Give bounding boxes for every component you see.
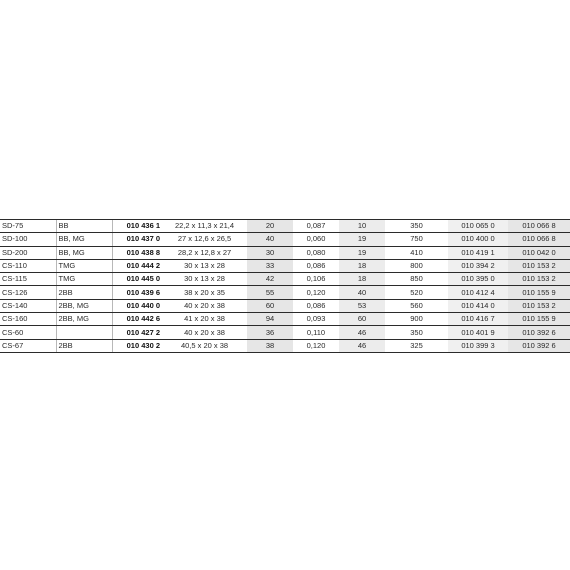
cell-model: CS-140 [0,299,56,312]
cell-model: CS-160 [0,313,56,326]
cell-dimensions: 28,2 x 12,8 x 27 [162,246,247,259]
cell-article-number: 010 445 0 [112,273,162,286]
cell-model: CS-126 [0,286,56,299]
cell-value-c: 18 [339,273,385,286]
cell-dimensions: 27 x 12,6 x 26,5 [162,233,247,246]
cell-value-a: 94 [247,313,293,326]
cell-ref-a: 010 412 4 [448,286,508,299]
cell-ref-a: 010 419 1 [448,246,508,259]
cell-value-a: 30 [247,246,293,259]
cell-ref-a: 010 394 2 [448,259,508,272]
cell-article-number: 010 438 8 [112,246,162,259]
table-row [0,246,570,259]
cell-model: CS-60 [0,326,56,339]
cell-value-b: 0,120 [293,339,339,352]
cell-value-d: 520 [385,286,448,299]
cell-ref-b: 010 153 2 [508,273,570,286]
cell-value-b: 0,120 [293,286,339,299]
cell-article-number: 010 440 0 [112,299,162,312]
cell-ref-a: 010 414 0 [448,299,508,312]
cell-features: BB, MG [56,246,112,259]
cell-article-number: 010 439 6 [112,286,162,299]
table-row [0,233,570,246]
cell-value-a: 40 [247,233,293,246]
cell-ref-b: 010 155 9 [508,286,570,299]
cell-ref-a: 010 395 0 [448,273,508,286]
table-row [0,299,570,312]
cell-ref-b: 010 066 8 [508,220,570,233]
cell-value-b: 0,087 [293,220,339,233]
cell-ref-a: 010 401 9 [448,326,508,339]
cell-article-number: 010 427 2 [112,326,162,339]
cell-value-d: 800 [385,259,448,272]
cell-ref-a: 010 065 0 [448,220,508,233]
cell-value-d: 900 [385,313,448,326]
cell-value-c: 10 [339,220,385,233]
cell-ref-b: 010 153 2 [508,259,570,272]
cell-value-c: 19 [339,246,385,259]
cell-ref-a: 010 400 0 [448,233,508,246]
cell-features: 2BB [56,339,112,352]
cell-features: BB, MG [56,233,112,246]
cell-value-b: 0,110 [293,326,339,339]
table-row [0,273,570,286]
cell-model: CS-110 [0,259,56,272]
cell-value-c: 18 [339,259,385,272]
cell-value-d: 350 [385,326,448,339]
cell-value-c: 53 [339,299,385,312]
cell-dimensions: 38 x 20 x 35 [162,286,247,299]
cell-features: 2BB, MG [56,299,112,312]
cell-value-c: 60 [339,313,385,326]
cell-article-number: 010 436 1 [112,220,162,233]
cell-value-d: 560 [385,299,448,312]
cell-features: TMG [56,273,112,286]
spec-table [0,219,570,353]
cell-value-c: 19 [339,233,385,246]
cell-value-b: 0,080 [293,246,339,259]
cell-ref-a: 010 416 7 [448,313,508,326]
cell-dimensions: 30 x 13 x 28 [162,259,247,272]
cell-value-d: 325 [385,339,448,352]
cell-ref-b: 010 153 2 [508,299,570,312]
table-row [0,326,570,339]
table-row [0,286,570,299]
cell-features: 2BB, MG [56,313,112,326]
cell-value-d: 410 [385,246,448,259]
cell-value-a: 60 [247,299,293,312]
cell-article-number: 010 430 2 [112,339,162,352]
cell-model: SD-100 [0,233,56,246]
cell-article-number: 010 437 0 [112,233,162,246]
cell-value-b: 0,086 [293,259,339,272]
cell-ref-a: 010 399 3 [448,339,508,352]
cell-value-c: 40 [339,286,385,299]
cell-article-number: 010 442 6 [112,313,162,326]
cell-model: CS-67 [0,339,56,352]
cell-model: SD-75 [0,220,56,233]
cell-ref-b: 010 042 0 [508,246,570,259]
cell-features: BB [56,220,112,233]
cell-features: 2BB [56,286,112,299]
cell-value-a: 55 [247,286,293,299]
table-row [0,259,570,272]
cell-value-c: 46 [339,339,385,352]
cell-ref-b: 010 392 6 [508,339,570,352]
table-row [0,339,570,352]
cell-value-a: 38 [247,339,293,352]
cell-model: SD-200 [0,246,56,259]
cell-value-b: 0,060 [293,233,339,246]
cell-features: TMG [56,259,112,272]
cell-dimensions: 22,2 x 11,3 x 21,4 [162,220,247,233]
table-row [0,220,570,233]
table-row [0,313,570,326]
cell-model: CS-115 [0,273,56,286]
cell-value-a: 20 [247,220,293,233]
cell-dimensions: 40 x 20 x 38 [162,299,247,312]
cell-value-c: 46 [339,326,385,339]
cell-dimensions: 40,5 x 20 x 38 [162,339,247,352]
cell-value-a: 36 [247,326,293,339]
spec-table-body [0,220,570,353]
cell-value-b: 0,093 [293,313,339,326]
cell-dimensions: 41 x 20 x 38 [162,313,247,326]
cell-dimensions: 30 x 13 x 28 [162,273,247,286]
cell-value-d: 850 [385,273,448,286]
cell-value-a: 33 [247,259,293,272]
cell-value-a: 42 [247,273,293,286]
cell-value-b: 0,106 [293,273,339,286]
cell-article-number: 010 444 2 [112,259,162,272]
cell-ref-b: 010 392 6 [508,326,570,339]
cell-features [56,326,112,339]
cell-ref-b: 010 155 9 [508,313,570,326]
cell-value-b: 0,086 [293,299,339,312]
cell-ref-b: 010 066 8 [508,233,570,246]
cell-value-d: 750 [385,233,448,246]
cell-dimensions: 40 x 20 x 38 [162,326,247,339]
cell-value-d: 350 [385,220,448,233]
